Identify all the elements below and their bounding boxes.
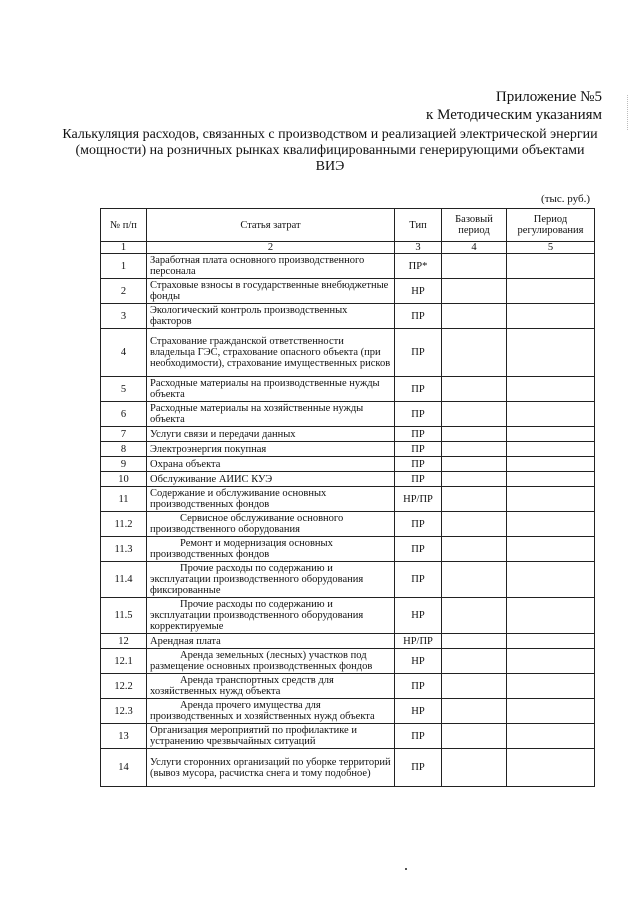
table-row [101, 537, 595, 562]
row-item: Арендная плата [147, 634, 395, 649]
row-number: 1 [101, 254, 147, 279]
row-type: ПР [395, 749, 442, 787]
column-number: 2 [147, 242, 395, 254]
row-regulation-period-value [507, 329, 595, 377]
row-type: НР/ПР [395, 487, 442, 512]
row-number: 10 [101, 472, 147, 487]
table-row [101, 674, 595, 699]
row-regulation-period-value [507, 427, 595, 442]
row-item: Электроэнергия покупная [147, 442, 395, 457]
row-regulation-period-value [507, 442, 595, 457]
row-base-period-value [442, 377, 507, 402]
row-regulation-period-value [507, 402, 595, 427]
row-type: ПР* [395, 254, 442, 279]
row-item: Страховые взносы в государственные внебюджетные фонды [147, 279, 395, 304]
column-number-row [101, 242, 595, 254]
row-regulation-period-value [507, 699, 595, 724]
row-regulation-period-value [507, 724, 595, 749]
table-row [101, 402, 595, 427]
row-type: ПР [395, 674, 442, 699]
row-item: Прочие расходы по содержанию и эксплуатации производственного оборудования фиксированные [147, 562, 395, 598]
header-base-period: Базовый период [442, 209, 507, 242]
row-type: ПР [395, 724, 442, 749]
table-row [101, 749, 595, 787]
row-regulation-period-value [507, 674, 595, 699]
row-regulation-period-value [507, 634, 595, 649]
table-row [101, 279, 595, 304]
document-title: Калькуляция расходов, связанных с производством и реализацией электрической энергии (мощности) на розничных рынках квалифицированными генерирующими объектами ВИЭ [62, 127, 598, 174]
row-type: ПР [395, 457, 442, 472]
table-row [101, 487, 595, 512]
row-type: ПР [395, 512, 442, 537]
row-base-period-value [442, 562, 507, 598]
row-item: Страхование гражданской ответственности владельца ГЭС, страхование опасного объекта (при необходимости), страхование имущественных рисков [147, 329, 395, 377]
row-number: 12.3 [101, 699, 147, 724]
row-number: 3 [101, 304, 147, 329]
row-number: 12 [101, 634, 147, 649]
row-regulation-period-value [507, 649, 595, 674]
table-row [101, 699, 595, 724]
row-item: Заработная плата основного производственного персонала [147, 254, 395, 279]
row-base-period-value [442, 749, 507, 787]
row-base-period-value [442, 457, 507, 472]
row-base-period-value [442, 512, 507, 537]
table-row [101, 472, 595, 487]
row-type: НР/ПР [395, 634, 442, 649]
row-item: Расходные материалы на производственные нужды объекта [147, 377, 395, 402]
row-type: ПР [395, 304, 442, 329]
row-type: ПР [395, 442, 442, 457]
table-row [101, 377, 595, 402]
row-number: 11 [101, 487, 147, 512]
table-row [101, 562, 595, 598]
row-base-period-value [442, 634, 507, 649]
row-number: 2 [101, 279, 147, 304]
row-type: ПР [395, 427, 442, 442]
row-number: 6 [101, 402, 147, 427]
row-item: Услуги связи и передачи данных [147, 427, 395, 442]
table-row [101, 329, 595, 377]
row-number: 14 [101, 749, 147, 787]
row-item: Сервисное обслуживание основного производственного оборудования [147, 512, 395, 537]
row-base-period-value [442, 427, 507, 442]
scan-artifact [627, 95, 630, 130]
row-item: Аренда земельных (лесных) участков под размещение основных производственных фондов [147, 649, 395, 674]
row-number: 13 [101, 724, 147, 749]
table-row [101, 598, 595, 634]
row-base-period-value [442, 472, 507, 487]
row-regulation-period-value [507, 487, 595, 512]
column-number: 1 [101, 242, 147, 254]
column-number: 4 [442, 242, 507, 254]
row-type: НР [395, 699, 442, 724]
column-number: 3 [395, 242, 442, 254]
row-item: Расходные материалы на хозяйственные нужды объекта [147, 402, 395, 427]
row-regulation-period-value [507, 562, 595, 598]
row-base-period-value [442, 487, 507, 512]
row-type: НР [395, 279, 442, 304]
row-base-period-value [442, 598, 507, 634]
row-item: Аренда прочего имущества для производственных и хозяйственных нужд объекта [147, 699, 395, 724]
appendix-heading [426, 88, 602, 124]
row-item: Услуги сторонних организаций по уборке территорий (вывоз мусора, расчистка снега и тому подобное) [147, 749, 395, 787]
table-row [101, 304, 595, 329]
table-row [101, 427, 595, 442]
row-base-period-value [442, 329, 507, 377]
table-row [101, 634, 595, 649]
row-type: ПР [395, 329, 442, 377]
row-item: Содержание и обслуживание основных производственных фондов [147, 487, 395, 512]
row-type: ПР [395, 377, 442, 402]
appendix-number: Приложение №5 [495, 89, 602, 105]
row-base-period-value [442, 279, 507, 304]
header-type: Тип [395, 209, 442, 242]
row-base-period-value [442, 442, 507, 457]
row-type: ПР [395, 402, 442, 427]
row-regulation-period-value [507, 457, 595, 472]
scan-speck [405, 868, 407, 870]
row-base-period-value [442, 254, 507, 279]
table-header-row [101, 209, 595, 242]
unit-note: (тыс. руб.) [541, 193, 590, 205]
row-number: 11.4 [101, 562, 147, 598]
row-number: 12.1 [101, 649, 147, 674]
row-number: 9 [101, 457, 147, 472]
table-row [101, 442, 595, 457]
row-base-period-value [442, 402, 507, 427]
header-item: Статья затрат [147, 209, 395, 242]
row-base-period-value [442, 537, 507, 562]
row-regulation-period-value [507, 537, 595, 562]
table-row [101, 724, 595, 749]
row-number: 11.2 [101, 512, 147, 537]
cost-calculation-table [100, 208, 595, 787]
table-body [101, 254, 595, 787]
row-base-period-value [442, 674, 507, 699]
row-regulation-period-value [507, 749, 595, 787]
row-number: 11.5 [101, 598, 147, 634]
row-regulation-period-value [507, 279, 595, 304]
row-base-period-value [442, 649, 507, 674]
row-base-period-value [442, 724, 507, 749]
row-regulation-period-value [507, 377, 595, 402]
row-regulation-period-value [507, 254, 595, 279]
row-regulation-period-value [507, 598, 595, 634]
row-number: 4 [101, 329, 147, 377]
row-type: ПР [395, 537, 442, 562]
row-item: Ремонт и модернизация основных производственных фондов [147, 537, 395, 562]
row-item: Аренда транспортных средств для хозяйственных нужд объекта [147, 674, 395, 699]
table-row [101, 512, 595, 537]
row-number: 5 [101, 377, 147, 402]
row-base-period-value [442, 699, 507, 724]
row-item: Обслуживание АИИС КУЭ [147, 472, 395, 487]
row-number: 7 [101, 427, 147, 442]
row-type: ПР [395, 562, 442, 598]
row-regulation-period-value [507, 304, 595, 329]
row-type: ПР [395, 472, 442, 487]
column-number: 5 [507, 242, 595, 254]
row-type: НР [395, 598, 442, 634]
row-item: Организация мероприятий по профилактике и устранению чрезвычайных ситуаций [147, 724, 395, 749]
row-number: 12.2 [101, 674, 147, 699]
row-item: Прочие расходы по содержанию и эксплуатации производственного оборудования корректируемые [147, 598, 395, 634]
row-item: Экологический контроль производственных факторов [147, 304, 395, 329]
row-type: НР [395, 649, 442, 674]
row-number: 8 [101, 442, 147, 457]
appendix-reference: к Методическим указаниям [426, 107, 602, 123]
row-number: 11.3 [101, 537, 147, 562]
header-regulation-period: Период регулирования [507, 209, 595, 242]
header-num: № п/п [101, 209, 147, 242]
table-row [101, 254, 595, 279]
row-regulation-period-value [507, 512, 595, 537]
row-base-period-value [442, 304, 507, 329]
table-row [101, 457, 595, 472]
table-row [101, 649, 595, 674]
row-regulation-period-value [507, 472, 595, 487]
row-item: Охрана объекта [147, 457, 395, 472]
